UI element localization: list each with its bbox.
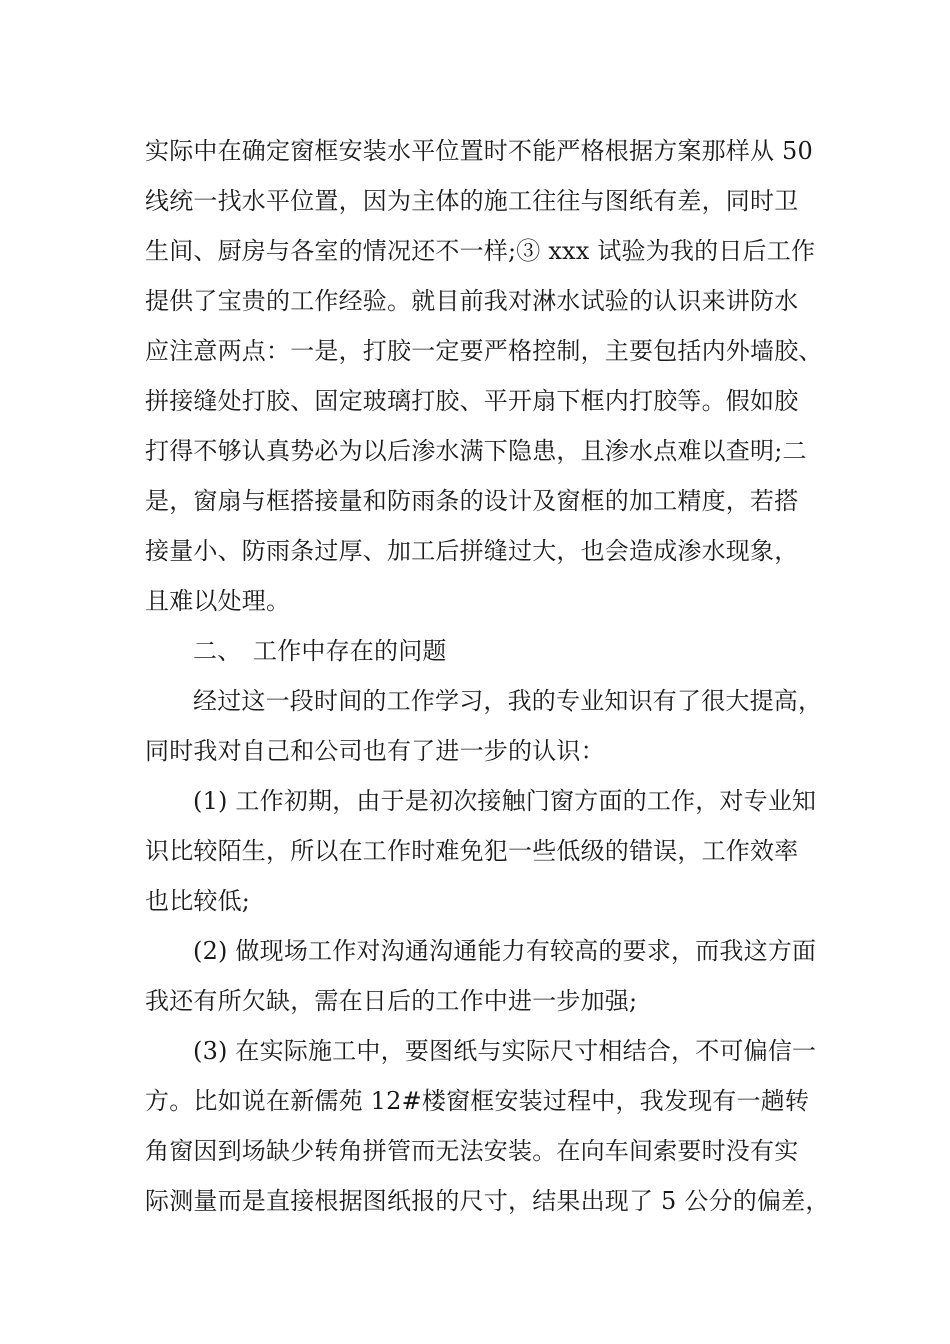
list-item-1-line: (1) 工作初期，由于是初次接触门窗方面的工作，对专业知 <box>193 787 817 815</box>
list-item-3-line: (3) 在实际施工中，要图纸与实际尺寸相结合，不可偏信一 <box>193 1037 817 1065</box>
list-item-3-line: 角窗因到场缺少转角拼管而无法安装。在向车间索要时没有实 <box>145 1137 799 1165</box>
body-text-line: 生间、厨房与各室的情况还不一样;③ xxx 试验为我的日后工作 <box>145 237 816 265</box>
list-item-3-line: 方。比如说在新儒苑 12#楼窗框安装过程中，我发现有一趟转 <box>145 1087 810 1115</box>
list-item-1-line: 识比较陌生，所以在工作时难免犯一些低级的错误，工作效率 <box>145 837 799 865</box>
intro-text-line: 经过这一段时间的工作学习，我的专业知识有了很大提高， <box>193 687 823 715</box>
body-text-line: 拼接缝处打胶、固定玻璃打胶、平开扇下框内打胶等。假如胶 <box>145 387 799 415</box>
body-text-line: 应注意两点：一是，打胶一定要严格控制，主要包括内外墙胶、 <box>145 337 823 365</box>
intro-text-line: 同时我对自己和公司也有了进一步的认识： <box>145 737 605 765</box>
body-text-line: 接量小、防雨条过厚、加工后拼缝过大，也会造成渗水现象， <box>145 537 799 565</box>
section-heading-number: 二、 <box>193 637 242 665</box>
body-text-line: 实际中在确定窗框安装水平位置时不能严格根据方案那样从 50 <box>145 137 813 165</box>
body-text-line: 是，窗扇与框搭接量和防雨条的设计及窗框的加工精度，若搭 <box>145 487 799 515</box>
list-item-2-line: (2) 做现场工作对沟通沟通能力有较高的要求，而我这方面 <box>193 937 817 965</box>
body-text-line: 提供了宝贵的工作经验。就目前我对淋水试验的认识来讲防水 <box>145 287 799 315</box>
body-text-line: 线统一找水平位置，因为主体的施工往往与图纸有差，同时卫 <box>145 187 799 215</box>
list-item-2-line: 我还有所欠缺，需在日后的工作中进一步加强; <box>145 987 638 1015</box>
section-heading-title: 工作中存在的问题 <box>253 637 447 665</box>
body-text-line: 打得不够认真势必为以后渗水满下隐患，且渗水点难以查明;二 <box>145 437 807 465</box>
list-item-3-line: 际测量而是直接根据图纸报的尺寸，结果出现了 5 公分的偏差， <box>145 1187 830 1215</box>
body-text-line: 且难以处理。 <box>145 587 291 615</box>
list-item-1-line: 也比较低; <box>145 887 251 915</box>
